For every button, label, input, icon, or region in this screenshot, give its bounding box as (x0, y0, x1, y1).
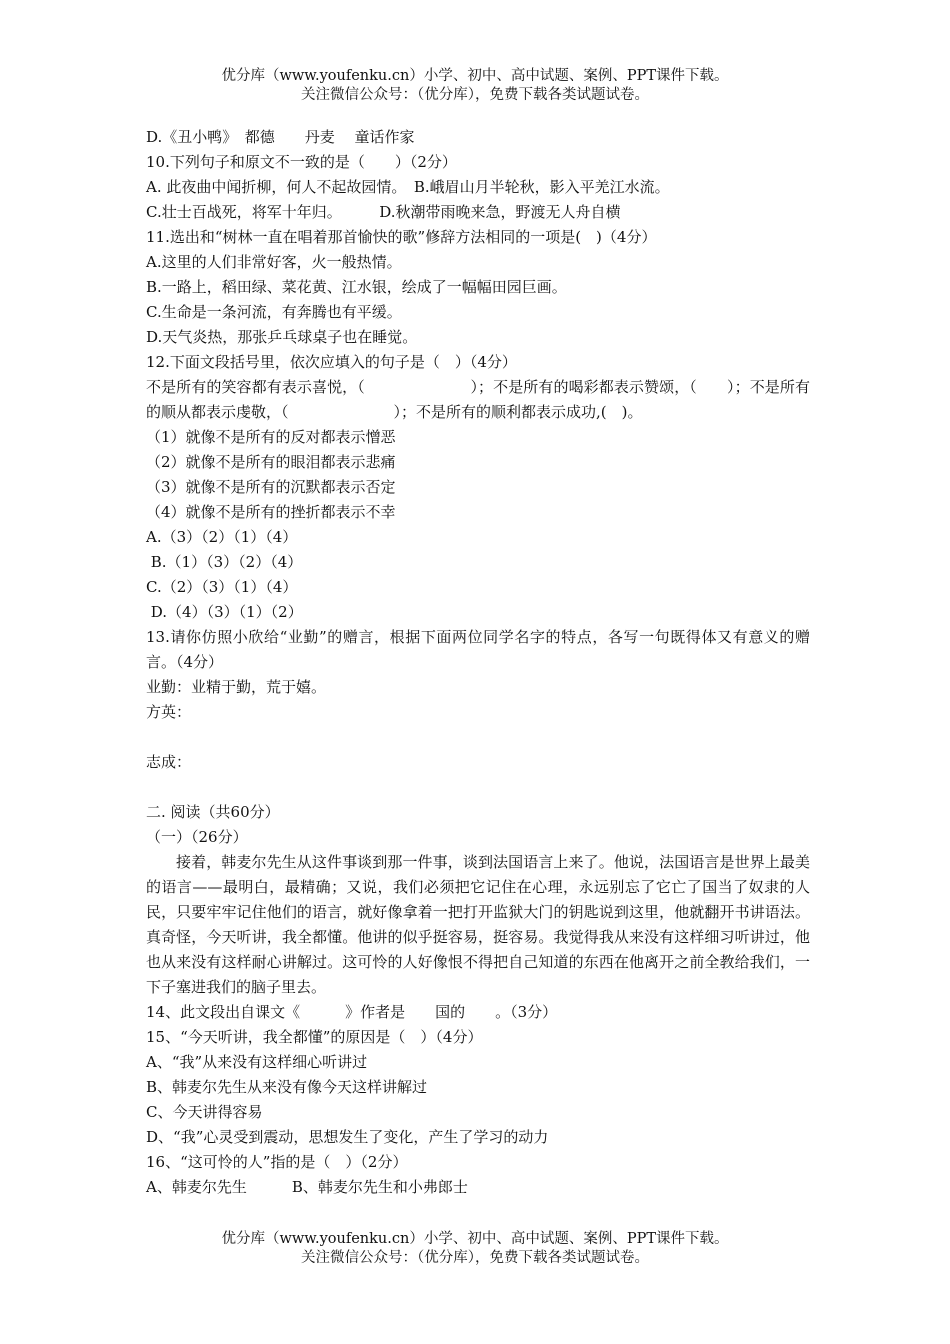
subsection-1-title: （一）（26分） (146, 828, 248, 846)
q10-options-cd: C.壮士百战死，将军十年归。 D.秋潮带雨晚来急，野渡无人舟自横 (146, 203, 621, 221)
q13-zhicheng: 志成： (146, 753, 192, 771)
document-body (146, 125, 810, 1200)
question-11: 11.选出和“树林一直在唱着那首愉快的歌”修辞方法相同的一项是( )（4分） (146, 228, 657, 246)
q11-option-a: A.这里的人们非常好客，火一般热情。 (146, 253, 402, 271)
question-12: 12.下面文段括号里，依次应填入的句子是（ ）（4分） (146, 353, 517, 371)
q11-option-d: D.天气炎热，那张乒乓球桌子也在睡觉。 (146, 328, 418, 346)
header-line-2: 关注微信公众号：（优分库），免费下载各类试题试卷。 (301, 87, 649, 103)
question-16: 16、“这可怜的人”指的是（ ）（2分） (146, 1153, 408, 1171)
q12-sentence-1: （1）就像不是所有的反对都表示憎恶 (146, 428, 396, 446)
question-15: 15、“今天听讲，我全都懂”的原因是（ ）（4分） (146, 1028, 483, 1046)
q12-option-d: D.（4）（3）（1）（2） (146, 603, 303, 621)
reading-passage: 接着，韩麦尔先生从这件事谈到那一件事，谈到法国语言上来了。他说，法国语言是世界上最美的语言——最明白，最精确；又说，我们必须把它记住在心理，永远别忘了它亡了国当了奴隶的人民，只要牢牢记住他们的语言，就好像拿着一把打开监狱大门的钥匙说到这里，他就翻开书讲语法。真奇怪，今天听讲，我全都懂。他讲的似乎挺容易，挺容易。我觉得我从来没有这样细习听讲过，他也从来没有这样耐心讲解过。这可怜的人好像恨不得把自己知道的东西在他离开之前全教给我们，一下子塞进我们的脑子里去。 (146, 853, 810, 996)
q15-option-b: B、韩麦尔先生从来没有像今天这样讲解过 (146, 1078, 428, 1096)
q10-options-ab: A. 此夜曲中闻折柳，何人不起故园情。 B.峨眉山月半轮秋，影入平羌江水流。 (146, 178, 670, 196)
option-d-line: D.《丑小鸭》 都德 丹麦 童话作家 (146, 128, 415, 146)
q12-sentence-2: （2）就像不是所有的眼泪都表示悲痛 (146, 453, 396, 471)
q15-option-a: A、“我”从来没有这样细心听讲过 (146, 1053, 368, 1071)
q12-sentence-4: （4）就像不是所有的挫折都表示不幸 (146, 503, 396, 521)
question-14: 14、此文段出自课文《 》作者是 国的 。（3分） (146, 1003, 558, 1021)
header-line-1: 优分库（www.youfenku.cn）小学、初中、高中试题、案例、PPT课件下载。 (221, 68, 729, 84)
q13-example: 业勤：业精于勤，荒于嬉。 (146, 678, 327, 696)
q16-options-ab: A、韩麦尔先生 B、韩麦尔先生和小弗郎士 (146, 1178, 468, 1196)
page-footer (0, 1230, 950, 1268)
q12-option-c: C.（2）（3）（1）（4） (146, 578, 298, 596)
q11-option-c: C.生命是一条河流，有奔腾也有平缓。 (146, 303, 402, 321)
footer-line-1: 优分库（www.youfenku.cn）小学、初中、高中试题、案例、PPT课件下载。 (221, 1231, 729, 1247)
q12-option-a: A.（3）（2）（1）（4） (146, 528, 298, 546)
question-13: 13.请你仿照小欣给“业勤”的赠言，根据下面两位同学名字的特点，各写一句既得体又有意义的赠言。（4分） (146, 628, 810, 671)
footer-line-2: 关注微信公众号：（优分库），免费下载各类试题试卷。 (301, 1250, 649, 1266)
q11-option-b: B.一路上，稻田绿、菜花黄、江水银，绘成了一幅幅田园巨画。 (146, 278, 567, 296)
q15-option-c: C、今天讲得容易 (146, 1103, 263, 1121)
section-2-title: 二. 阅读（共60分） (146, 803, 280, 821)
question-10: 10.下列句子和原文不一致的是（ ）（2分） (146, 153, 457, 171)
q15-option-d: D、“我”心灵受到震动，思想发生了变化，产生了学习的动力 (146, 1128, 549, 1146)
q12-sentence-3: （3）就像不是所有的沉默都表示否定 (146, 478, 396, 496)
page-header (0, 67, 950, 105)
q13-fangying: 方英： (146, 703, 192, 721)
q12-option-b: B.（1）（3）（2）（4） (146, 553, 303, 571)
q12-passage: 不是所有的笑容都有表示喜悦，（ ）；不是所有的喝彩都表示赞颂，（ ）；不是所有的顺从都表示虔敬，（ ）；不是所有的顺利都表示成功,( )。 (146, 378, 810, 421)
